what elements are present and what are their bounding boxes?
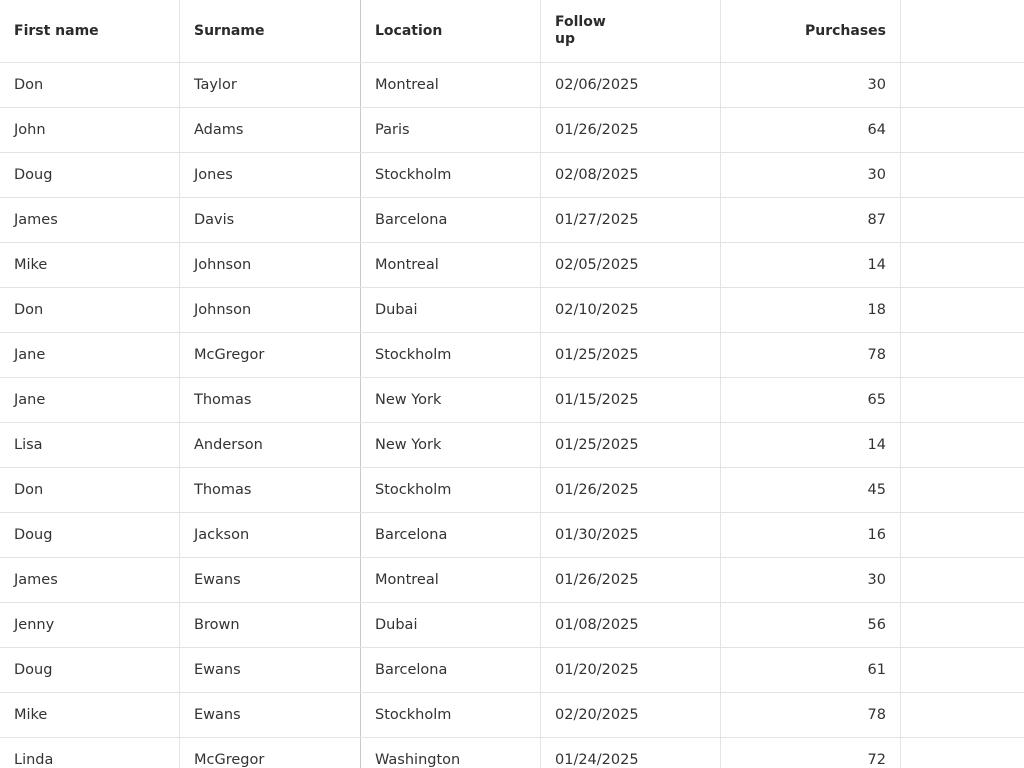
- cell-purchases[interactable]: [721, 333, 901, 377]
- cell-follow-up[interactable]: [541, 108, 721, 152]
- cell-first-name[interactable]: [0, 378, 180, 422]
- cell-value: Lisa: [14, 437, 43, 453]
- cell-follow-up[interactable]: [541, 288, 721, 332]
- cell-value: Barcelona: [375, 212, 448, 228]
- row-filler: [901, 153, 1024, 197]
- cell-location[interactable]: [361, 423, 541, 467]
- cell-value: Jenny: [14, 617, 55, 633]
- cell-value: 02/08/2025: [555, 167, 639, 183]
- cell-value: Dubai: [375, 617, 418, 633]
- table-row[interactable]: [0, 243, 1024, 288]
- row-filler: [901, 108, 1024, 152]
- table-row[interactable]: [0, 108, 1024, 153]
- cell-location[interactable]: [361, 693, 541, 737]
- column-header-surname[interactable]: [180, 0, 361, 62]
- cell-value: John: [14, 122, 46, 138]
- cell-value: 01/20/2025: [555, 662, 639, 678]
- cell-value: Don: [14, 77, 44, 93]
- cell-first-name[interactable]: [0, 693, 180, 737]
- cell-value: Thomas: [194, 392, 252, 408]
- column-header-follow-up[interactable]: [541, 0, 721, 62]
- cell-location[interactable]: [361, 513, 541, 557]
- row-filler: [901, 738, 1024, 768]
- cell-value: Jane: [14, 392, 46, 408]
- cell-value: Thomas: [194, 482, 252, 498]
- table-row[interactable]: [0, 513, 1024, 558]
- table-row[interactable]: [0, 153, 1024, 198]
- cell-value: 16: [867, 527, 886, 543]
- cell-follow-up[interactable]: [541, 513, 721, 557]
- cell-value: 01/24/2025: [555, 752, 639, 768]
- row-filler: [901, 333, 1024, 377]
- table-row[interactable]: [0, 648, 1024, 693]
- cell-surname[interactable]: [180, 198, 361, 242]
- cell-location[interactable]: [361, 198, 541, 242]
- cell-first-name[interactable]: [0, 558, 180, 602]
- cell-value: Brown: [194, 617, 240, 633]
- cell-follow-up[interactable]: [541, 63, 721, 107]
- cell-first-name[interactable]: [0, 333, 180, 377]
- cell-value: 01/27/2025: [555, 212, 639, 228]
- cell-surname[interactable]: [180, 333, 361, 377]
- header-filler: [901, 0, 1024, 62]
- cell-value: Washington: [375, 752, 461, 768]
- cell-surname[interactable]: [180, 63, 361, 107]
- cell-value: Ewans: [194, 707, 241, 723]
- cell-surname[interactable]: [180, 243, 361, 287]
- cell-value: 30: [867, 77, 886, 93]
- cell-value: Jane: [14, 347, 46, 363]
- cell-value: 87: [867, 212, 886, 228]
- cell-value: 01/25/2025: [555, 347, 639, 363]
- row-filler: [901, 378, 1024, 422]
- cell-follow-up[interactable]: [541, 153, 721, 197]
- cell-first-name[interactable]: [0, 288, 180, 332]
- column-header-label: Location: [375, 23, 443, 39]
- cell-value: Montreal: [375, 77, 439, 93]
- row-filler: [901, 288, 1024, 332]
- cell-value: Jackson: [194, 527, 250, 543]
- table-row[interactable]: [0, 333, 1024, 378]
- cell-value: 02/20/2025: [555, 707, 639, 723]
- cell-purchases[interactable]: [721, 153, 901, 197]
- row-filler: [901, 243, 1024, 287]
- row-filler: [901, 423, 1024, 467]
- cell-surname[interactable]: [180, 288, 361, 332]
- cell-surname[interactable]: [180, 378, 361, 422]
- cell-value: Dubai: [375, 302, 418, 318]
- cell-value: 01/08/2025: [555, 617, 639, 633]
- cell-first-name[interactable]: [0, 243, 180, 287]
- cell-location[interactable]: [361, 648, 541, 692]
- cell-surname[interactable]: [180, 648, 361, 692]
- cell-surname[interactable]: [180, 468, 361, 512]
- cell-value: 01/15/2025: [555, 392, 639, 408]
- cell-surname[interactable]: [180, 513, 361, 557]
- cell-follow-up[interactable]: [541, 243, 721, 287]
- cell-location[interactable]: [361, 603, 541, 647]
- cell-value: 64: [867, 122, 886, 138]
- cell-follow-up[interactable]: [541, 423, 721, 467]
- cell-value: 30: [867, 572, 886, 588]
- cell-first-name[interactable]: [0, 468, 180, 512]
- cell-location[interactable]: [361, 738, 541, 768]
- table-row[interactable]: [0, 288, 1024, 333]
- cell-location[interactable]: [361, 378, 541, 422]
- cell-purchases[interactable]: [721, 378, 901, 422]
- cell-value: Johnson: [194, 302, 252, 318]
- cell-value: 56: [867, 617, 886, 633]
- table-row[interactable]: [0, 558, 1024, 603]
- row-filler: [901, 63, 1024, 107]
- row-filler: [901, 693, 1024, 737]
- cell-value: 65: [867, 392, 886, 408]
- table-row[interactable]: [0, 378, 1024, 423]
- cell-follow-up[interactable]: [541, 558, 721, 602]
- cell-value: New York: [375, 392, 442, 408]
- cell-location[interactable]: [361, 63, 541, 107]
- cell-purchases[interactable]: [721, 603, 901, 647]
- cell-value: Barcelona: [375, 527, 448, 543]
- table-row[interactable]: [0, 63, 1024, 108]
- column-header-location[interactable]: [361, 0, 541, 62]
- cell-value: 30: [867, 167, 886, 183]
- cell-value: 61: [867, 662, 886, 678]
- cell-value: 78: [867, 347, 886, 363]
- cell-purchases[interactable]: [721, 693, 901, 737]
- cell-surname[interactable]: [180, 153, 361, 197]
- cell-value: 02/05/2025: [555, 257, 639, 273]
- cell-purchases[interactable]: [721, 288, 901, 332]
- column-header-first-name[interactable]: [0, 0, 180, 62]
- cell-value: Johnson: [194, 257, 252, 273]
- cell-value: Ewans: [194, 572, 241, 588]
- cell-location[interactable]: [361, 243, 541, 287]
- cell-purchases[interactable]: [721, 243, 901, 287]
- cell-purchases[interactable]: [721, 108, 901, 152]
- cell-first-name[interactable]: [0, 198, 180, 242]
- cell-follow-up[interactable]: [541, 693, 721, 737]
- row-filler: [901, 558, 1024, 602]
- cell-location[interactable]: [361, 108, 541, 152]
- cell-surname[interactable]: [180, 423, 361, 467]
- cell-purchases[interactable]: [721, 423, 901, 467]
- cell-value: James: [14, 572, 58, 588]
- cell-value: 02/06/2025: [555, 77, 639, 93]
- cell-value: Anderson: [194, 437, 263, 453]
- cell-location[interactable]: [361, 153, 541, 197]
- cell-purchases[interactable]: [721, 198, 901, 242]
- cell-location[interactable]: [361, 288, 541, 332]
- cell-location[interactable]: [361, 333, 541, 377]
- cell-surname[interactable]: [180, 738, 361, 768]
- cell-value: 45: [867, 482, 886, 498]
- cell-value: New York: [375, 437, 442, 453]
- cell-surname[interactable]: [180, 603, 361, 647]
- cell-value: Mike: [14, 707, 48, 723]
- cell-value: Doug: [14, 167, 53, 183]
- cell-value: 78: [867, 707, 886, 723]
- cell-value: Barcelona: [375, 662, 448, 678]
- cell-value: McGregor: [194, 752, 265, 768]
- cell-value: 01/25/2025: [555, 437, 639, 453]
- cell-follow-up[interactable]: [541, 468, 721, 512]
- cell-value: Doug: [14, 527, 53, 543]
- row-filler: [901, 648, 1024, 692]
- cell-value: 14: [867, 257, 886, 273]
- table-row[interactable]: [0, 468, 1024, 513]
- cell-value: McGregor: [194, 347, 265, 363]
- cell-follow-up[interactable]: [541, 333, 721, 377]
- column-header-label: Follow up: [555, 14, 606, 47]
- cell-surname[interactable]: [180, 693, 361, 737]
- cell-first-name[interactable]: [0, 513, 180, 557]
- cell-value: 01/26/2025: [555, 122, 639, 138]
- cell-value: Stockholm: [375, 167, 452, 183]
- cell-first-name[interactable]: [0, 63, 180, 107]
- cell-purchases[interactable]: [721, 513, 901, 557]
- cell-first-name[interactable]: [0, 648, 180, 692]
- cell-follow-up[interactable]: [541, 378, 721, 422]
- table-row[interactable]: [0, 423, 1024, 468]
- cell-follow-up[interactable]: [541, 198, 721, 242]
- cell-first-name[interactable]: [0, 108, 180, 152]
- cell-value: James: [14, 212, 58, 228]
- row-filler: [901, 468, 1024, 512]
- cell-value: Doug: [14, 662, 53, 678]
- column-header-label: First name: [14, 23, 99, 39]
- cell-value: Ewans: [194, 662, 241, 678]
- cell-value: Paris: [375, 122, 410, 138]
- cell-value: Montreal: [375, 257, 439, 273]
- cell-value: Taylor: [194, 77, 237, 93]
- cell-value: 18: [867, 302, 886, 318]
- cell-value: Jones: [194, 167, 233, 183]
- column-header-label: Surname: [194, 23, 265, 39]
- table-row[interactable]: [0, 693, 1024, 738]
- cell-value: Mike: [14, 257, 48, 273]
- cell-follow-up[interactable]: [541, 648, 721, 692]
- row-filler: [901, 603, 1024, 647]
- header-row: [0, 0, 1024, 63]
- cell-purchases[interactable]: [721, 468, 901, 512]
- column-header-purchases[interactable]: [721, 0, 901, 62]
- cell-value: Linda: [14, 752, 54, 768]
- cell-purchases[interactable]: [721, 648, 901, 692]
- cell-purchases[interactable]: [721, 738, 901, 768]
- cell-surname[interactable]: [180, 558, 361, 602]
- cell-surname[interactable]: [180, 108, 361, 152]
- cell-value: Montreal: [375, 572, 439, 588]
- cell-location[interactable]: [361, 468, 541, 512]
- cell-value: 02/10/2025: [555, 302, 639, 318]
- cell-location[interactable]: [361, 558, 541, 602]
- cell-first-name[interactable]: [0, 153, 180, 197]
- cell-value: 01/30/2025: [555, 527, 639, 543]
- cell-value: Davis: [194, 212, 235, 228]
- cell-value: Stockholm: [375, 707, 452, 723]
- cell-purchases[interactable]: [721, 63, 901, 107]
- cell-value: 72: [867, 752, 886, 768]
- cell-value: Stockholm: [375, 347, 452, 363]
- cell-first-name[interactable]: [0, 423, 180, 467]
- row-filler: [901, 198, 1024, 242]
- cell-value: 14: [867, 437, 886, 453]
- cell-value: Don: [14, 302, 44, 318]
- table-row[interactable]: [0, 198, 1024, 243]
- cell-value: 01/26/2025: [555, 482, 639, 498]
- cell-value: Stockholm: [375, 482, 452, 498]
- row-filler: [901, 513, 1024, 557]
- cell-purchases[interactable]: [721, 558, 901, 602]
- cell-value: Don: [14, 482, 44, 498]
- cell-value: 01/26/2025: [555, 572, 639, 588]
- cell-follow-up[interactable]: [541, 603, 721, 647]
- column-header-label: Purchases: [804, 23, 886, 39]
- table-row[interactable]: [0, 603, 1024, 648]
- cell-first-name[interactable]: [0, 603, 180, 647]
- cell-follow-up[interactable]: [541, 738, 721, 768]
- table-row[interactable]: [0, 738, 1024, 768]
- cell-first-name[interactable]: [0, 738, 180, 768]
- cell-value: Adams: [194, 122, 244, 138]
